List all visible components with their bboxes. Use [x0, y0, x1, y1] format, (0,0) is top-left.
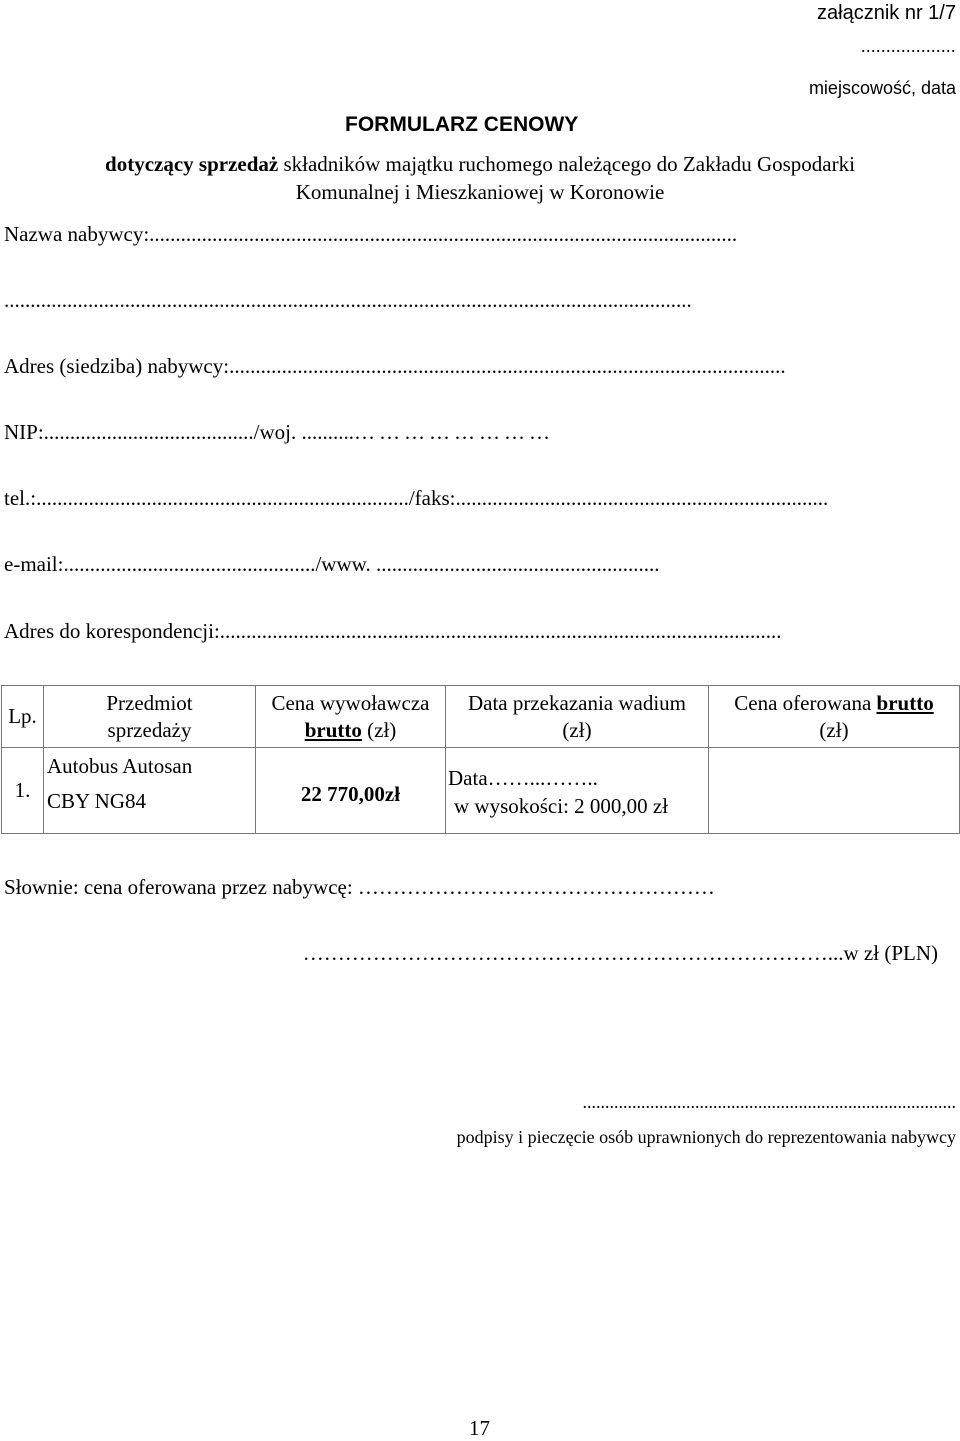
- row-deposit: [446, 748, 709, 834]
- place-date-dots: ...................: [861, 36, 956, 56]
- row-subject-line1: Autobus Autosan: [47, 754, 193, 778]
- header-start-price-bold: brutto: [304, 718, 362, 742]
- signature-label: podpisy i pieczęcie osób uprawnionych do reprezentowania nabywcy: [456, 1127, 956, 1147]
- row-deposit-amount: w wysokości: 2 000,00 zł: [454, 794, 669, 818]
- buyer-name-field[interactable]: Nazwa nabywcy:................................................................................................................: [4, 222, 738, 246]
- header-offered-bold: brutto: [876, 691, 934, 715]
- subtitle-bold: dotyczący sprzedaż: [105, 152, 279, 176]
- form-title: FORMULARZ CENOWY: [345, 113, 579, 136]
- nip-text: NIP:......................................../woj. ..........: [4, 420, 355, 444]
- correspondence-field[interactable]: Adres do korespondencji:...........................................................................................................: [4, 619, 782, 643]
- row-deposit-date: Data……...……..: [448, 766, 598, 790]
- header-start-price: [256, 686, 446, 748]
- row-subject: [44, 748, 256, 834]
- header-subject-line1: Przedmiot: [106, 691, 193, 715]
- attachment-label: załącznik nr 1/7: [817, 2, 956, 24]
- row-lp: 1.: [2, 748, 44, 834]
- header-offered-prefix: Cena oferowana: [734, 691, 877, 715]
- header-offered-price: [709, 686, 960, 748]
- nip-trail: ……………………: [354, 420, 555, 444]
- subtitle-line2: Komunalnej i Mieszkaniowej w Koronowie: [295, 180, 665, 204]
- subtitle-rest: składników majątku ruchomego należącego do Zakładu Gospodarki: [278, 152, 855, 176]
- header-deposit: [446, 686, 709, 748]
- header-lp: Lp.: [2, 686, 44, 748]
- price-in-words-line2[interactable]: …………………………………………………………………...w zł (PLN): [302, 941, 938, 965]
- buyer-name-cont-field[interactable]: ...................................................................................................................................: [4, 288, 692, 312]
- header-subject: [44, 686, 256, 748]
- email-www-field[interactable]: e-mail:................................................/www. ......................................................: [4, 552, 660, 576]
- header-deposit-line1: Data przekazania wadium: [467, 691, 687, 715]
- row-start-price: 22 770,00zł: [256, 748, 446, 834]
- signature-dots[interactable]: ...................................................................................: [582, 1092, 956, 1112]
- nip-field[interactable]: [4, 420, 554, 445]
- header-deposit-line2: (zł): [562, 718, 592, 742]
- offer-table: [1, 685, 960, 834]
- row-subject-line2: CBY NG84: [47, 789, 146, 813]
- buyer-address-field[interactable]: Adres (siedziba) nabywcy:..........................................................................................................: [4, 354, 786, 378]
- form-subtitle: [0, 150, 960, 206]
- header-start-price-unit: (zł): [361, 718, 397, 742]
- header-offered-line2: (zł): [819, 718, 849, 742]
- tel-fax-field[interactable]: tel.:......................................................................./faks:.......................................................................: [4, 486, 829, 510]
- price-in-words-line1[interactable]: Słownie: cena oferowana przez nabywcę: ……………………………………………: [4, 875, 715, 899]
- page-number: 17: [469, 1416, 490, 1440]
- header-start-price-line1: Cena wywoławcza: [271, 691, 430, 715]
- header-subject-line2: sprzedaży: [107, 718, 192, 742]
- table-row: [2, 748, 960, 834]
- place-date-label: miejscowość, data: [808, 78, 956, 98]
- row-offered-price-input[interactable]: [709, 748, 960, 834]
- table-header-row: [2, 686, 960, 748]
